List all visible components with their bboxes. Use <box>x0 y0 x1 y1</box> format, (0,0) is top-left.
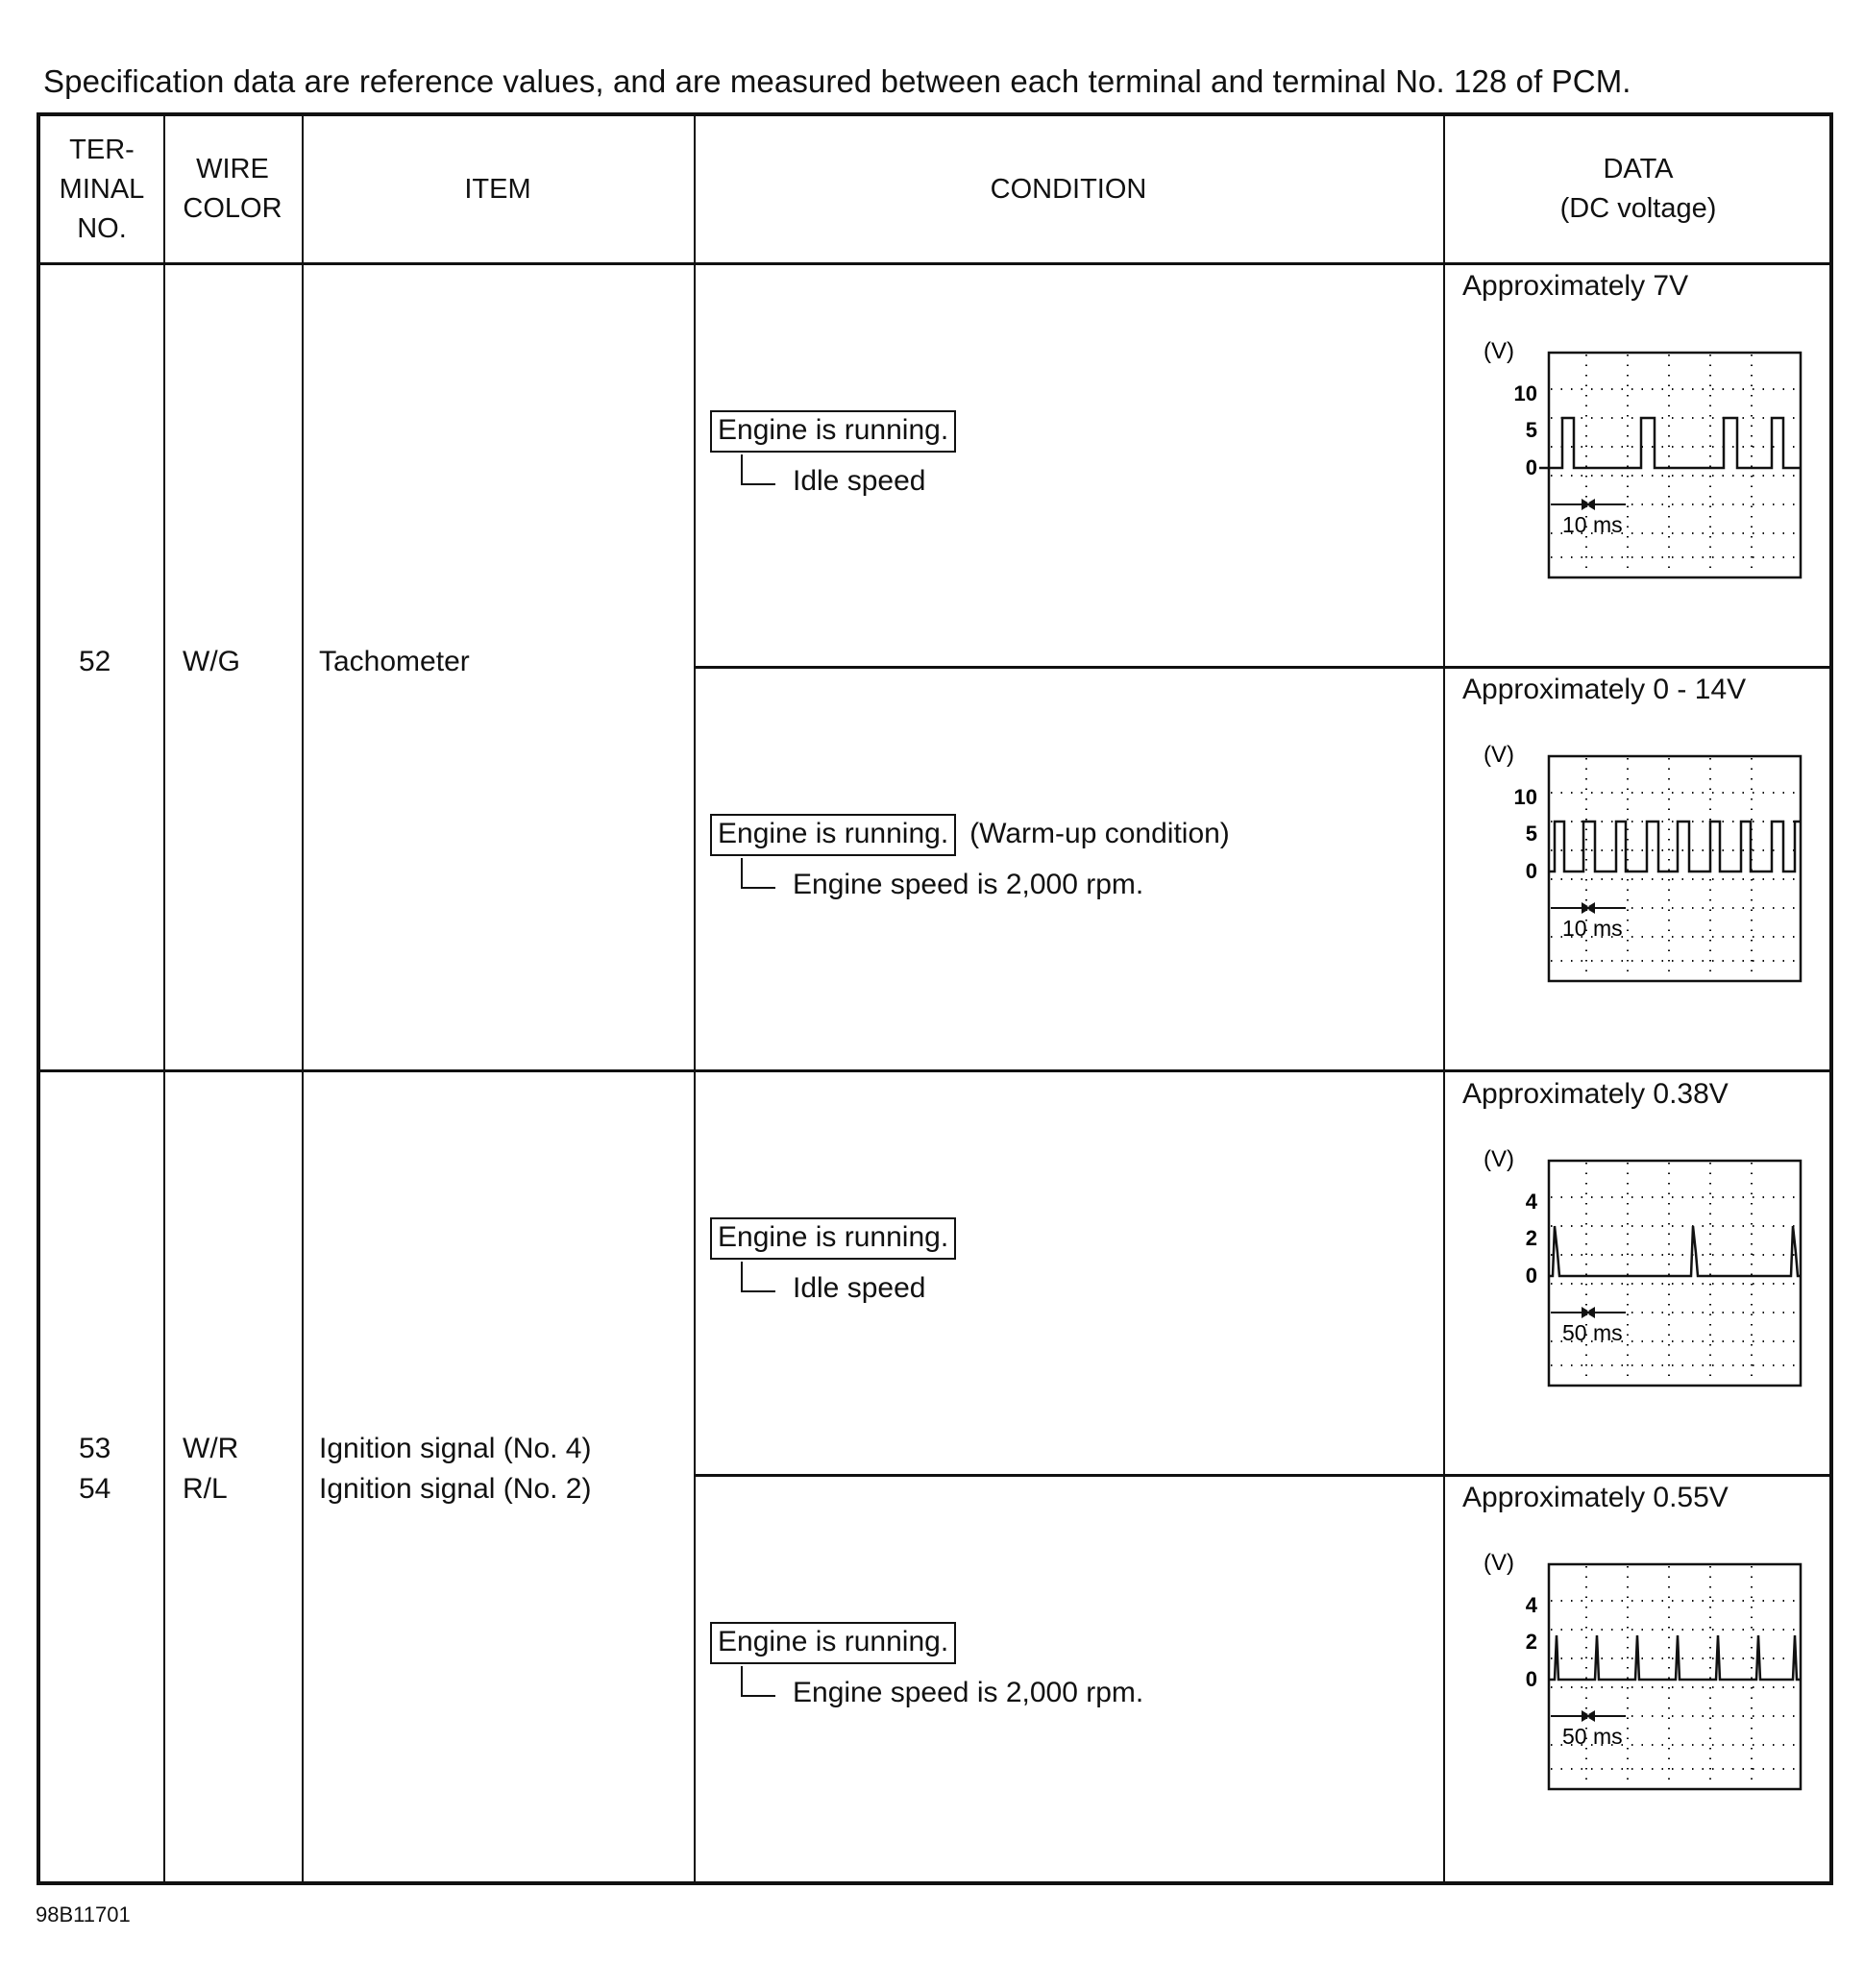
header-wire-color: WIRE COLOR <box>183 154 282 224</box>
terminal-spec-table <box>37 112 1833 1885</box>
scope-grid <box>1551 355 1799 576</box>
y-tick-label: 2 <box>1525 1226 1537 1250</box>
condition-boxed: Engine is running. <box>710 1622 956 1664</box>
condition-boxed: Engine is running. <box>710 814 956 856</box>
branch-line <box>741 454 775 485</box>
wire-color: W/G <box>183 646 240 677</box>
branch-line <box>741 1666 775 1697</box>
column-divider <box>1443 116 1445 1881</box>
column-divider <box>163 116 165 1881</box>
y-tick-label: 5 <box>1525 418 1537 442</box>
scope-frame <box>1549 1161 1801 1386</box>
condition-boxed: Engine is running. <box>710 410 956 453</box>
scope-unit: (V) <box>1484 1550 1514 1576</box>
scope-frame <box>1549 353 1801 577</box>
branch-line <box>741 1262 775 1292</box>
data-value: Approximately 7V <box>1462 270 1689 302</box>
data-value: Approximately 0.38V <box>1462 1078 1729 1110</box>
y-tick-label: 10 <box>1513 785 1537 809</box>
waveform-svg <box>1462 331 1808 591</box>
y-tick-label: 0 <box>1525 859 1537 883</box>
scope-grid <box>1551 1163 1799 1384</box>
condition-sub: Engine speed is 2,000 rpm. <box>793 1677 1144 1708</box>
header-condition: CONDITION <box>990 173 1147 205</box>
y-tick-label: 0 <box>1525 1667 1537 1691</box>
item-name: Ignition signal (No. 4) Ignition signal (No. 2) <box>319 1433 592 1505</box>
header-terminal-no: TER- MINAL NO. <box>59 134 145 244</box>
y-tick-label: 0 <box>1525 1264 1537 1288</box>
row-divider <box>40 1069 1829 1072</box>
wire-color: W/R R/L <box>183 1433 239 1505</box>
waveform-chart <box>1462 331 1808 591</box>
condition-sub: Engine speed is 2,000 rpm. <box>793 869 1144 900</box>
condition-cell <box>710 814 1230 904</box>
y-tick-label: 2 <box>1525 1630 1537 1654</box>
data-value: Approximately 0 - 14V <box>1462 674 1747 705</box>
terminal-number: 52 <box>79 646 111 677</box>
branch-line <box>741 858 775 889</box>
data-value: Approximately 0.55V <box>1462 1482 1729 1513</box>
condition-extra: (Warm-up condition) <box>969 818 1230 849</box>
scope-frame <box>1549 756 1801 981</box>
scope-unit: (V) <box>1484 338 1514 364</box>
time-scale-label: 10 ms <box>1562 512 1623 537</box>
condition-boxed: Engine is running. <box>710 1217 956 1260</box>
y-tick-label: 0 <box>1525 455 1537 479</box>
time-scale-label: 50 ms <box>1562 1320 1623 1345</box>
condition-cell <box>710 410 956 501</box>
column-divider <box>302 116 304 1881</box>
column-divider <box>694 116 696 1881</box>
figure-code: 98B11701 <box>36 1902 131 1927</box>
waveform-chart <box>1462 1140 1808 1399</box>
y-tick-label: 4 <box>1525 1190 1537 1214</box>
waveform-chart <box>1462 1543 1808 1803</box>
item-name: Tachometer <box>319 646 470 677</box>
condition-divider <box>694 1474 1829 1477</box>
time-scale-label: 10 ms <box>1562 916 1623 941</box>
y-tick-label: 10 <box>1513 381 1537 405</box>
y-tick-label: 5 <box>1525 822 1537 846</box>
scope-unit: (V) <box>1484 742 1514 768</box>
header-divider <box>40 262 1829 265</box>
terminal-number: 53 54 <box>79 1433 111 1505</box>
time-scale-label: 50 ms <box>1562 1724 1623 1749</box>
condition-cell <box>710 1217 956 1308</box>
waveform-chart <box>1462 735 1808 994</box>
waveform-svg <box>1462 1140 1808 1399</box>
header-item: ITEM <box>464 173 531 205</box>
scope-grid <box>1551 758 1799 979</box>
condition-sub: Idle speed <box>793 1272 926 1304</box>
condition-divider <box>694 666 1829 669</box>
scope-unit: (V) <box>1484 1146 1514 1172</box>
waveform-svg <box>1462 735 1808 994</box>
condition-sub: Idle speed <box>793 465 926 497</box>
header-data: DATA (DC voltage) <box>1559 154 1717 224</box>
intro-note: Specification data are reference values, and are measured between each terminal and terminal No. 128 of PCM. <box>43 63 1631 99</box>
waveform-svg <box>1462 1543 1808 1803</box>
y-tick-label: 4 <box>1525 1593 1537 1617</box>
condition-cell <box>710 1622 1143 1712</box>
